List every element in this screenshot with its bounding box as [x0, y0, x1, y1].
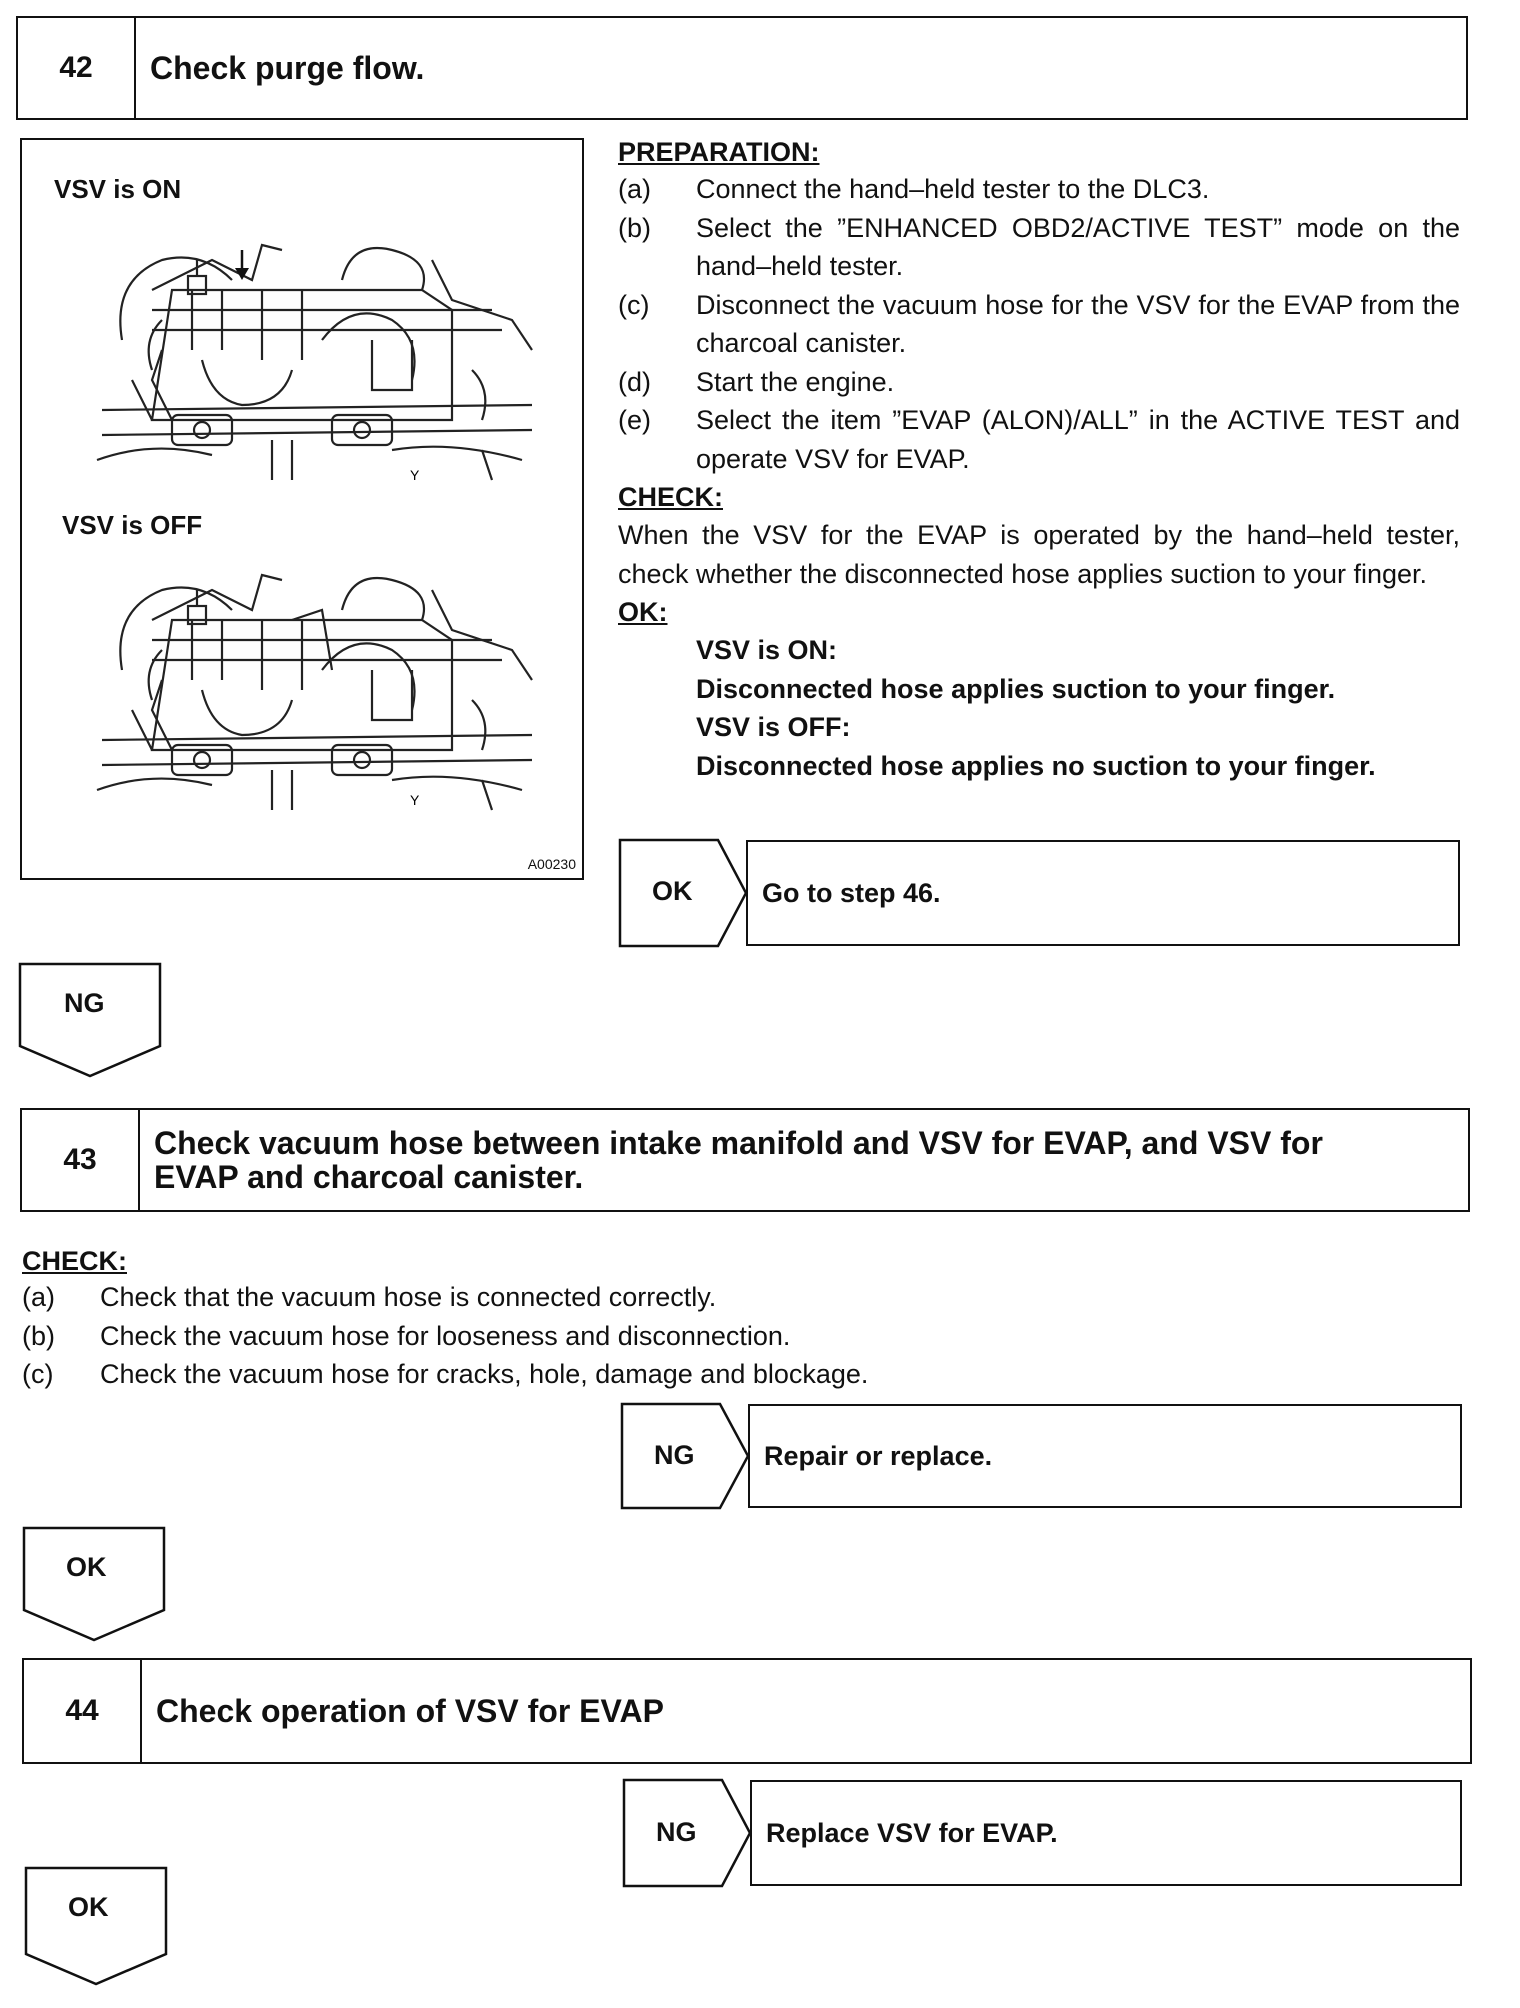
step-number: 44: [24, 1660, 142, 1762]
step-title: Check vacuum hose between intake manifold and VSV for EVAP, and VSV for EVAP and charcoal canister.: [154, 1125, 1323, 1195]
result-box: Replace VSV for EVAP.: [750, 1780, 1462, 1886]
step-42-instructions: [618, 134, 1460, 785]
ok-arrow-label: OK: [652, 876, 693, 906]
check-heading: CHECK:: [22, 1246, 127, 1276]
step-42-header: [16, 16, 1468, 120]
step-number: 43: [22, 1110, 140, 1210]
ng-arrow-label: NG: [654, 1440, 695, 1470]
ok-arrow-label: OK: [68, 1892, 109, 1922]
ng-down-arrow: [18, 962, 162, 1078]
svg-text:Y: Y: [410, 467, 420, 483]
ok-down-arrow: [22, 1526, 166, 1642]
svg-text:Y: Y: [410, 792, 420, 808]
step-title: Check operation of VSV for EVAP: [156, 1693, 664, 1729]
purge-flow-figure: [20, 138, 584, 880]
ok-heading: OK:: [618, 597, 668, 627]
step-title: Check purge flow.: [150, 50, 425, 86]
step-44-header: [22, 1658, 1472, 1764]
preparation-item: (b) Select the ”ENHANCED OBD2/ACTIVE TEST” mode on the hand–held tester.: [618, 212, 1460, 281]
step-number: 42: [18, 18, 136, 118]
figure-label-vsv-on: VSV is ON: [54, 174, 182, 204]
ok-arrow-label: OK: [66, 1552, 107, 1582]
ok-down-arrow: [24, 1866, 168, 1986]
result-box: Repair or replace.: [748, 1404, 1462, 1508]
result-box: Go to step 46.: [746, 840, 1460, 946]
preparation-item: (c) Disconnect the vacuum hose for the VSV for the EVAP from the charcoal canister.: [618, 289, 1460, 358]
check-item: (a) Check that the vacuum hose is connected correctly.: [22, 1282, 717, 1312]
check-heading: CHECK:: [618, 482, 723, 512]
step-43-checks: [22, 1244, 1222, 1394]
preparation-item: (e) Select the item ”EVAP (ALON)/ALL” in the ACTIVE TEST and operate VSV for EVAP.: [618, 405, 1460, 474]
ng-arrow-label: NG: [656, 1817, 697, 1847]
preparation-item: (a) Connect the hand–held tester to the DLC3.: [618, 174, 1210, 204]
check-text: When the VSV for the EVAP is operated by the hand–held tester, check whether the disconnected hose applies suction to your finger.: [618, 520, 1460, 589]
ng-arrow-label: NG: [64, 988, 105, 1018]
figure-code: A00230: [527, 856, 576, 872]
ok-criteria: VSV is ON: Disconnected hose applies suction to your finger. VSV is OFF: Disconnected hose applies no suction to your finger.: [696, 635, 1376, 781]
check-item: (b) Check the vacuum hose for looseness and disconnection.: [22, 1320, 791, 1351]
preparation-item: (d) Start the engine.: [618, 366, 895, 397]
step-43-header: [20, 1108, 1470, 1212]
preparation-heading: PREPARATION:: [618, 137, 820, 167]
engine-illustration-vsv-off: [92, 550, 542, 820]
check-item: (c) Check the vacuum hose for cracks, hole, damage and blockage.: [22, 1359, 869, 1389]
figure-label-vsv-off: VSV is OFF: [62, 510, 203, 540]
engine-illustration-vsv-on: [92, 220, 542, 490]
